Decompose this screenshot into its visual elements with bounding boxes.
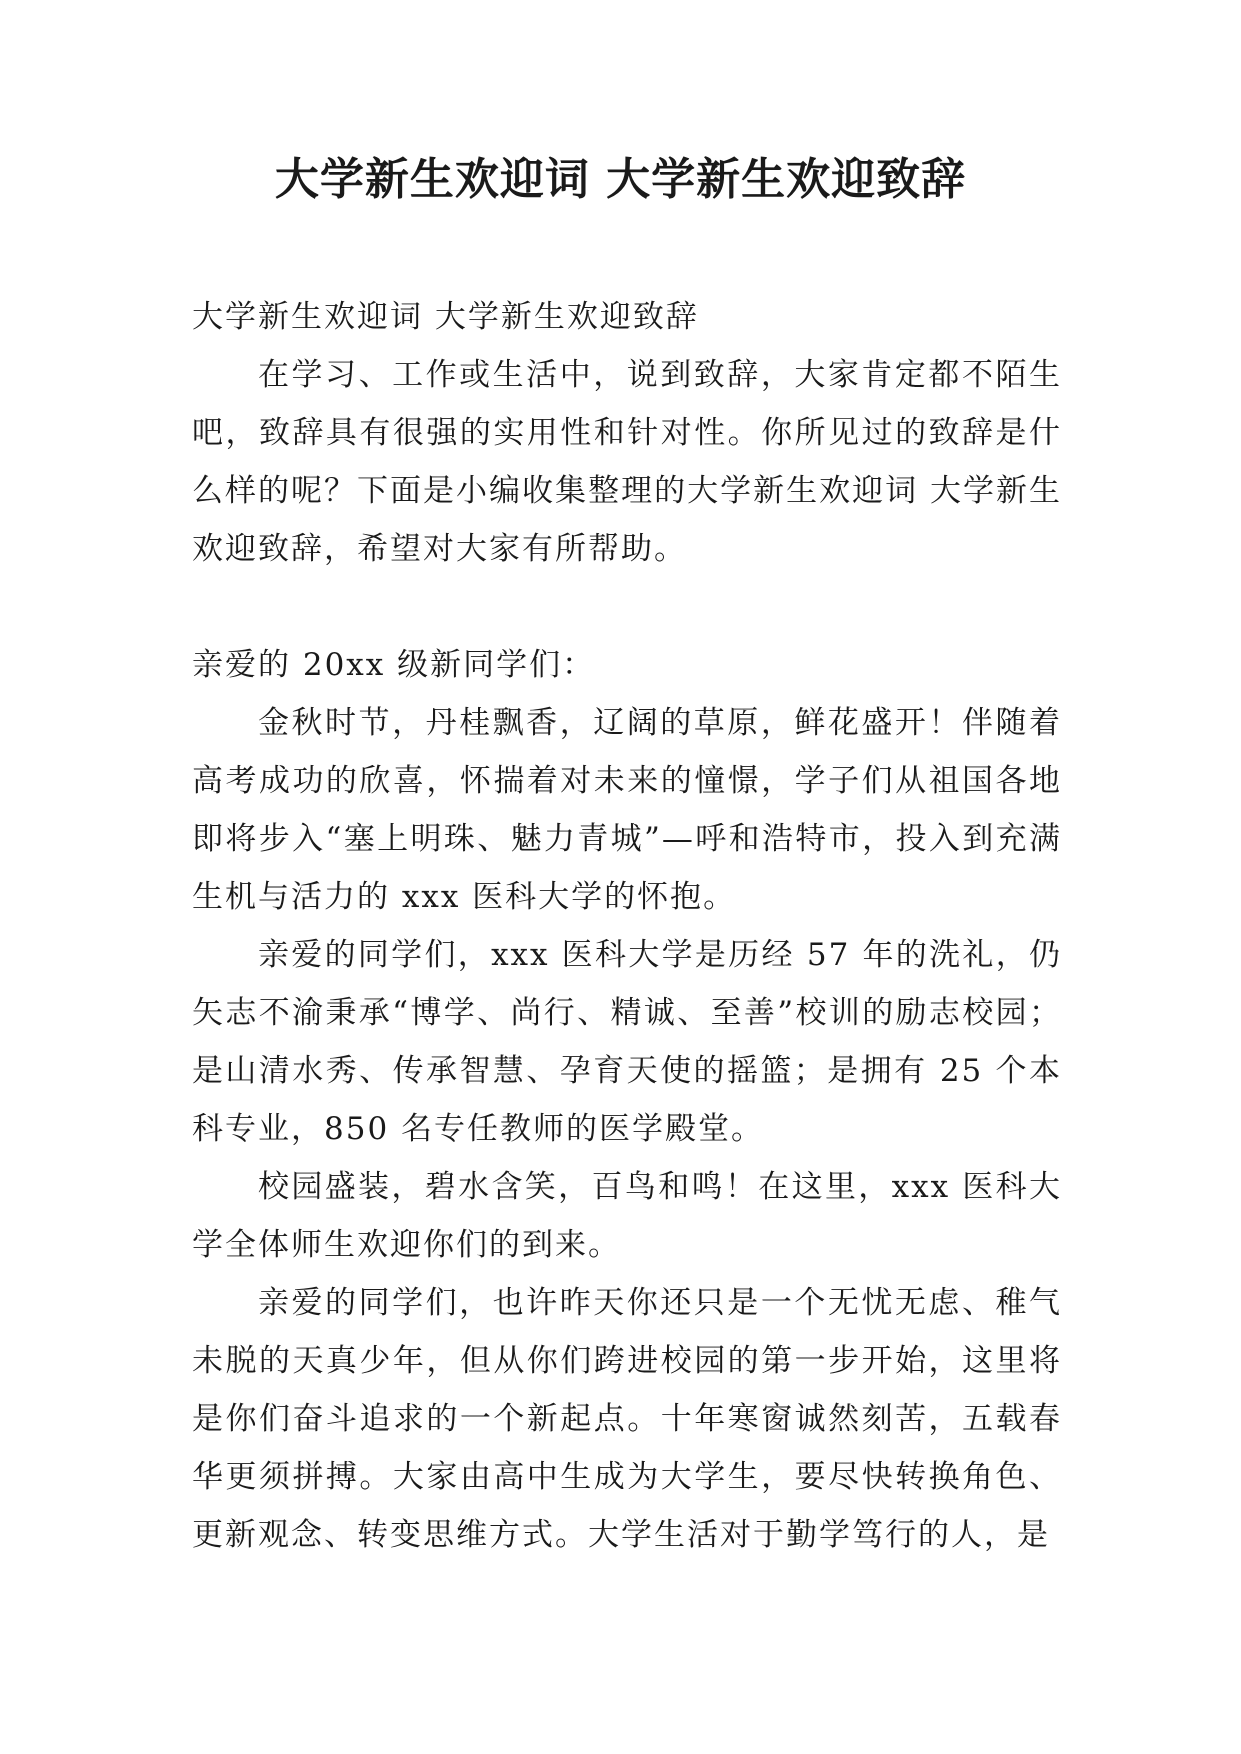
intro-paragraph: 在学习、工作或生活中，说到致辞，大家肯定都不陌生吧，致辞具有很强的实用性和针对性。你所见过的致辞是什么样的呢？下面是小编收集整理的大学新生欢迎词 大学新生欢迎致辞，希望对大家有所帮助。 bbox=[192, 357, 1062, 567]
body-paragraph: 金秋时节，丹桂飘香，辽阔的草原，鲜花盛开！伴随着高考成功的欣喜，怀揣着对未来的憧憬，学子们从祖国各地即将步入“塞上明珠、魅力青城”—呼和浩特市，投入到充满生机与活力的 xxx 医科大学的怀抱。 bbox=[192, 705, 1062, 915]
subtitle-line: 大学新生欢迎词 大学新生欢迎致辞 bbox=[192, 299, 699, 335]
salutation-line: 亲爱的 20xx 级新同学们： bbox=[192, 647, 596, 683]
body-paragraph: 亲爱的同学们，也许昨天你还只是一个无忧无虑、稚气未脱的天真少年，但从你们跨进校园的第一步开始，这里将是你们奋斗追求的一个新起点。十年寒窗诚然刻苦，五载春华更须拼搏。大家由高中生成为大学生，要尽快转换角色、更新观念、转变思维方式。大学生活对于勤学笃行的人，是 bbox=[192, 1285, 1062, 1553]
document-title: 大学新生欢迎词 大学新生欢迎致辞 bbox=[274, 154, 967, 205]
document-body bbox=[192, 288, 1062, 1564]
blank-line bbox=[192, 578, 1062, 636]
body-paragraph: 校园盛装，碧水含笑，百鸟和鸣！在这里，xxx 医科大学全体师生欢迎你们的到来。 bbox=[192, 1169, 1062, 1263]
body-paragraph: 亲爱的同学们，xxx 医科大学是历经 57 年的洗礼，仍矢志不渝秉承“博学、尚行、精诚、至善”校训的励志校园；是山清水秀、传承智慧、孕育天使的摇篮；是拥有 25 个本科专业，850 名专任教师的医学殿堂。 bbox=[192, 937, 1062, 1147]
